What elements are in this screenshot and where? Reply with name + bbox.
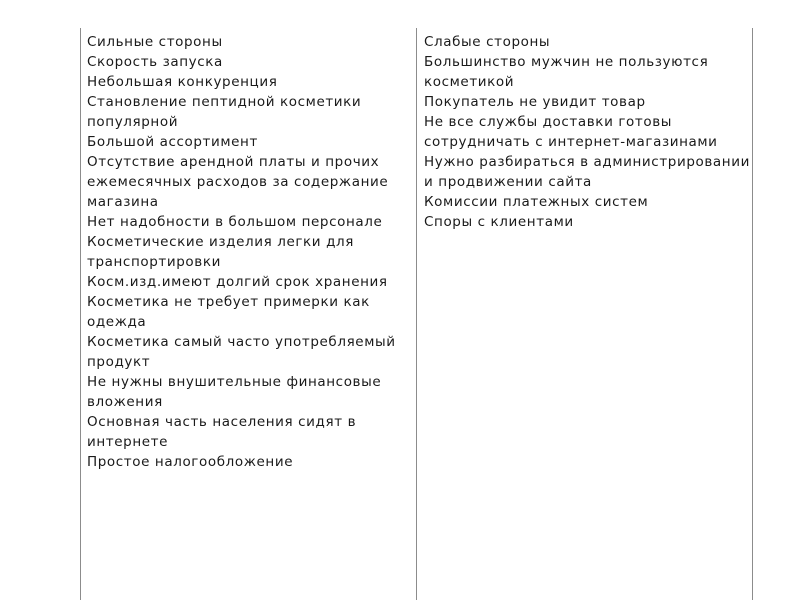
strength-item: Косметика самый часто употребляемый продукт bbox=[87, 334, 396, 370]
strength-item: Косм.изд.имеют долгий срок хранения bbox=[87, 274, 388, 290]
strength-item: Скорость запуска bbox=[87, 54, 223, 70]
strength-item: Становление пептидной косметики популярной bbox=[87, 94, 362, 130]
column-divider-middle bbox=[416, 28, 417, 600]
weakness-item: Покупатель не увидит товар bbox=[424, 94, 646, 110]
weakness-item: Споры с клиентами bbox=[424, 214, 574, 230]
column-divider-left bbox=[80, 28, 81, 600]
column-divider-right bbox=[752, 28, 753, 600]
strength-item: Небольшая конкуренция bbox=[87, 74, 278, 90]
strength-item: Большой ассортимент bbox=[87, 134, 258, 150]
strength-item: Отсутствие арендной платы и прочих ежемесячных расходов за содержание магазина bbox=[87, 154, 389, 210]
strength-item: Косметические изделия легки для транспортировки bbox=[87, 234, 354, 270]
strength-item: Не нужны внушительные финансовые вложения bbox=[87, 374, 382, 410]
weakness-item: Комиссии платежных систем bbox=[424, 194, 649, 210]
weakness-item: Большинство мужчин не пользуются косметикой bbox=[424, 54, 709, 90]
strength-item: Нет надобности в большом персонале bbox=[87, 214, 383, 230]
strength-item: Основная часть населения сидят в интернете bbox=[87, 414, 357, 450]
strength-item: Простое налогообложение bbox=[87, 454, 294, 470]
strength-item: Косметика не требует примерки как одежда bbox=[87, 294, 370, 330]
strengths-column bbox=[87, 32, 413, 472]
weaknesses-header: Слабые стороны bbox=[424, 34, 551, 50]
weakness-item: Не все службы доставки готовы сотрудничать с интернет-магазинами bbox=[424, 114, 718, 150]
strengths-header: Сильные стороны bbox=[87, 34, 223, 50]
weakness-item: Нужно разбираться в администрировании и продвижении сайта bbox=[424, 154, 750, 190]
weaknesses-column bbox=[424, 32, 750, 232]
